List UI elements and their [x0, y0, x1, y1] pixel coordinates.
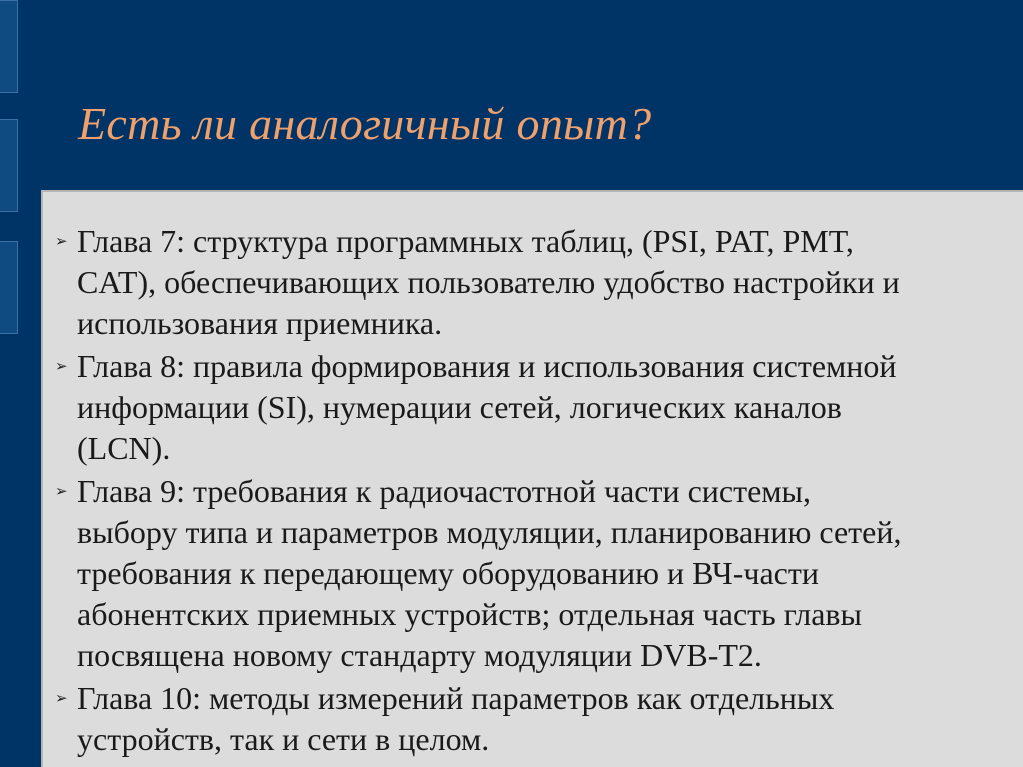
arrow-bullet-icon: ➢: [55, 482, 68, 500]
bullet-list: [55, 221, 1023, 762]
bullet-item-chapter-8: [55, 346, 1023, 469]
arrow-bullet-icon: ➢: [55, 689, 68, 707]
arrow-bullet-icon: ➢: [55, 232, 68, 250]
bullet-text: Глава 7: структура программных таблиц, (PSI, PAT, PMT, CAT), обеспечивающих пользователю удобство настройки и использования приемника.: [77, 223, 900, 341]
bullet-text: Глава 10: методы измерений параметров как отдельных устройств, так и сети в целом.: [77, 680, 835, 757]
bullet-text: Глава 9: требования к радиочастотной части системы, выбору типа и параметров модуляции, планированию сетей, требования к передающему оборудованию и ВЧ-части абонентских приемных устройств; отдельная часть главы посвящена новому стандарту модуляции DVB-T2.: [77, 473, 902, 673]
bullet-text: Глава 8: правила формирования и использования системной информации (SI), нумерации сетей, логических каналов (LCN).: [77, 348, 897, 466]
content-box: [41, 190, 1023, 767]
decorative-bar-bottom: [0, 241, 18, 334]
arrow-bullet-icon: ➢: [55, 357, 68, 375]
decorative-bar-middle: [0, 119, 18, 212]
slide-title: Есть ли аналогичный опыт?: [78, 98, 652, 149]
decorative-bar-top: [0, 0, 18, 93]
bullet-item-chapter-7: [55, 221, 1023, 344]
bullet-item-chapter-10: [55, 678, 1023, 760]
bullet-item-chapter-9: [55, 471, 1023, 676]
